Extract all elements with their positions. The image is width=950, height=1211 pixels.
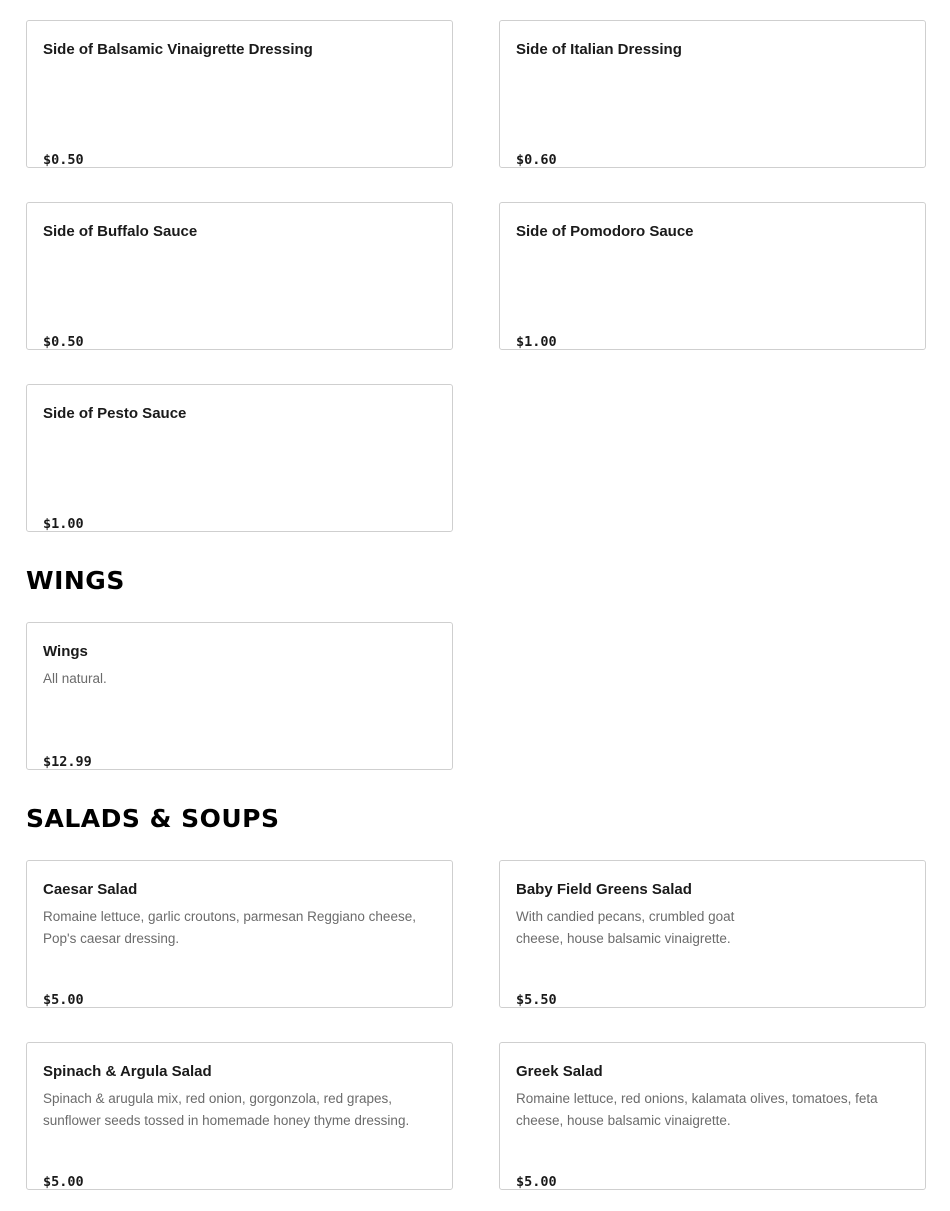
menu-item-name: Side of Italian Dressing: [516, 41, 682, 58]
menu-item-price: $0.50: [43, 334, 84, 350]
menu-item-card[interactable]: [26, 1042, 453, 1190]
menu-item-price: $12.99: [43, 754, 92, 770]
menu-item-card[interactable]: [26, 860, 453, 1008]
menu-item-name: Side of Buffalo Sauce: [43, 223, 198, 240]
menu-item-card[interactable]: [499, 20, 926, 168]
menu-item-name: Caesar Salad: [43, 881, 138, 898]
section-heading-wings: WINGS: [26, 566, 125, 595]
menu-item-price: $5.00: [43, 1174, 84, 1190]
menu-item-description: Romaine lettuce, garlic croutons, parmesan Reggiano cheese, Pop's caesar dressing.: [43, 909, 416, 946]
menu-item-card[interactable]: [26, 384, 453, 532]
menu-item-name: Side of Pomodoro Sauce: [516, 223, 694, 240]
menu-item-name: Greek Salad: [516, 1063, 603, 1080]
menu-item-price: $5.50: [516, 992, 557, 1008]
menu-item-price: $0.50: [43, 152, 84, 168]
menu-item-description: All natural.: [43, 671, 107, 686]
menu-item-description: With candied pecans, crumbled goat cheese, house balsamic vinaigrette.: [516, 909, 735, 946]
menu-item-price: $5.00: [43, 992, 84, 1008]
menu-item-price: $0.60: [516, 152, 557, 168]
menu-item-name: Side of Balsamic Vinaigrette Dressing: [43, 41, 313, 58]
menu-item-price: $5.00: [516, 1174, 557, 1190]
menu-item-card[interactable]: [26, 202, 453, 350]
menu-item-price: $1.00: [43, 516, 84, 532]
menu-item-name: Baby Field Greens Salad: [516, 881, 692, 898]
menu-item-name: Wings: [43, 643, 88, 660]
menu-item-price: $1.00: [516, 334, 557, 350]
section-heading-salads-soups: SALADS & SOUPS: [26, 804, 280, 833]
menu-item-card[interactable]: [499, 202, 926, 350]
menu-item-name: Spinach & Argula Salad: [43, 1063, 212, 1080]
menu-item-description: Spinach & arugula mix, red onion, gorgonzola, red grapes, sunflower seeds tossed in homemade honey thyme dressing.: [43, 1091, 410, 1128]
menu-item-card[interactable]: [499, 1042, 926, 1190]
menu-item-description: Romaine lettuce, red onions, kalamata olives, tomatoes, feta cheese, house balsamic vinaigrette.: [516, 1091, 878, 1128]
menu-item-card[interactable]: [26, 20, 453, 168]
menu-item-card[interactable]: [26, 622, 453, 770]
menu-item-name: Side of Pesto Sauce: [43, 405, 187, 422]
menu-item-card[interactable]: [499, 860, 926, 1008]
